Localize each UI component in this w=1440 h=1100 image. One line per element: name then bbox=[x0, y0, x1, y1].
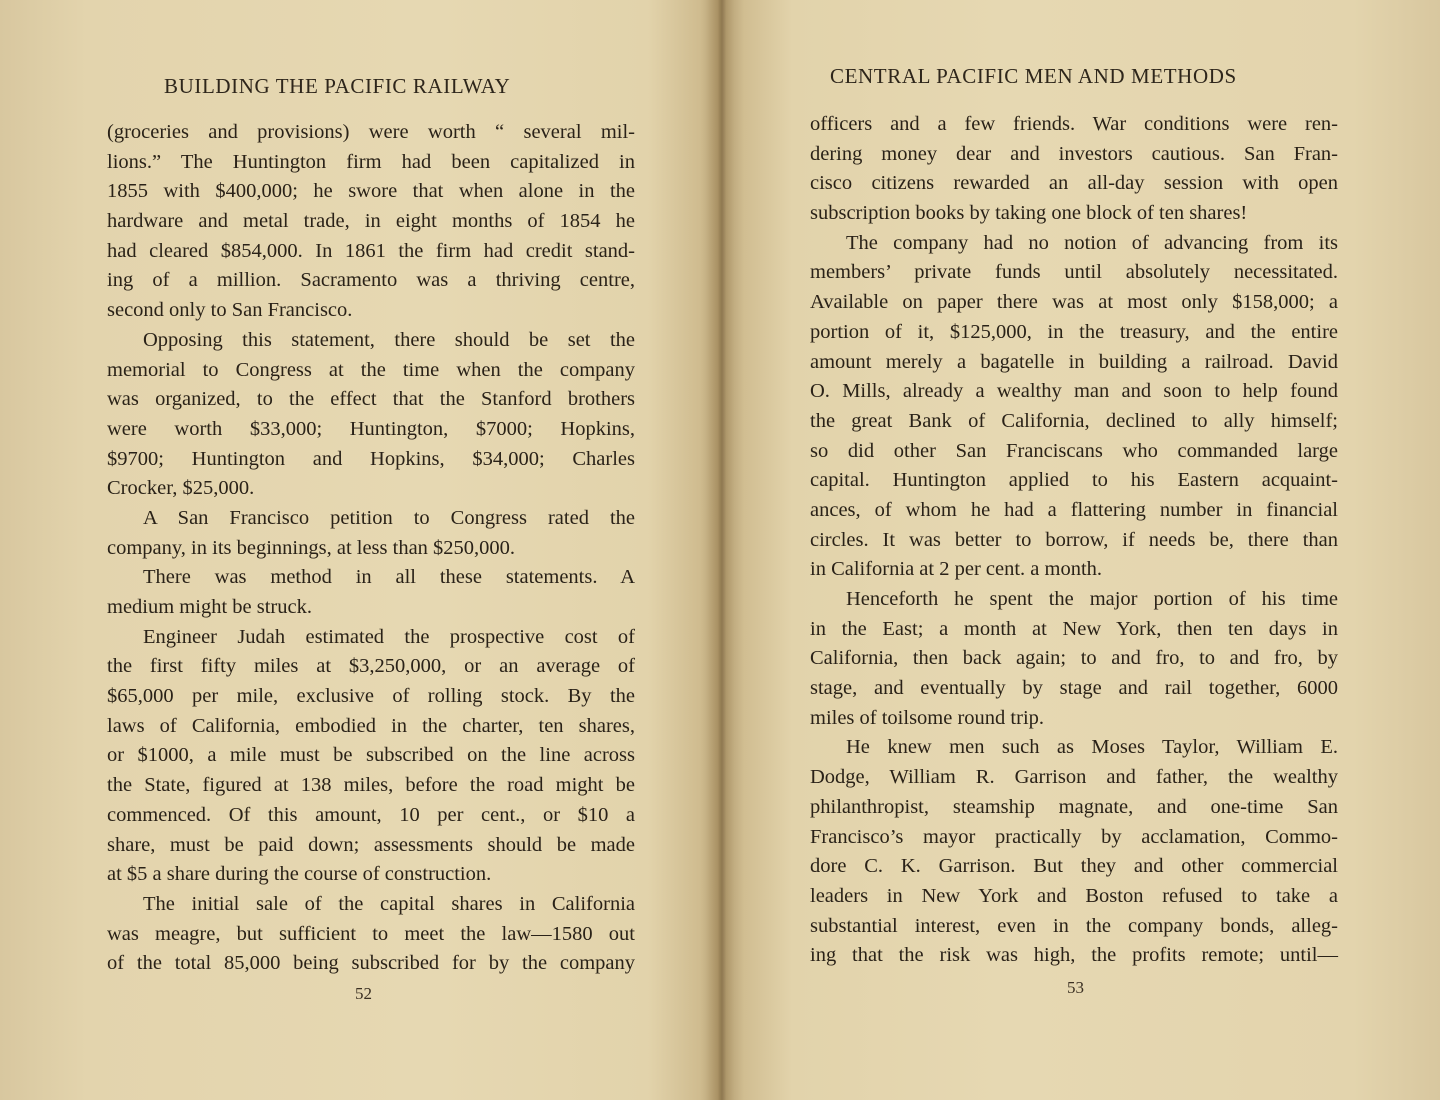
right-text-block bbox=[810, 110, 1338, 971]
text-line: members’ private funds until absolutely necessitated. bbox=[810, 261, 1338, 284]
text-line: Available on paper there was at most only $158,000; a bbox=[810, 291, 1338, 314]
text-line: There was method in all these statements. A bbox=[143, 566, 635, 589]
text-line: commenced. Of this amount, 10 per cent., or $10 a bbox=[107, 803, 635, 826]
text-line: Henceforth he spent the major portion of his time bbox=[846, 588, 1338, 610]
paragraph bbox=[107, 890, 635, 979]
text-line: officers and a few friends. War conditions were ren- bbox=[810, 113, 1338, 135]
text-line: memorial to Congress at the time when the company bbox=[107, 358, 635, 381]
text-line: ances, of whom he had a flattering number in financial bbox=[810, 498, 1338, 521]
text-line: or $1000, a mile must be subscribed on the line across bbox=[107, 744, 635, 767]
paragraph bbox=[810, 110, 1338, 229]
right-page bbox=[722, 0, 1440, 1100]
text-line: leaders in New York and Boston refused to take a bbox=[810, 884, 1338, 907]
paragraph bbox=[810, 229, 1338, 585]
text-line: lions.” The Huntington firm had been capitalized in bbox=[107, 150, 635, 173]
left-page-number: 52 bbox=[355, 984, 372, 1003]
text-line: dore C. K. Garrison. But they and other commercial bbox=[810, 855, 1338, 878]
text-line: He knew men such as Moses Taylor, William E. bbox=[846, 736, 1338, 759]
text-line: portion of it, $125,000, in the treasury, and the entire bbox=[810, 320, 1338, 343]
text-line: The initial sale of the capital shares in California bbox=[143, 892, 635, 915]
right-running-head: CENTRAL PACIFIC MEN AND METHODS bbox=[830, 64, 1237, 88]
paragraph bbox=[107, 563, 635, 622]
text-line: the great Bank of California, declined to ally himself; bbox=[810, 409, 1338, 432]
text-line: were worth $33,000; Huntington, $7000; Hopkins, bbox=[107, 417, 635, 440]
paragraph bbox=[810, 585, 1338, 733]
text-line: Crocker, $25,000. bbox=[107, 477, 255, 500]
text-line: O. Mills, already a wealthy man and soon to help found bbox=[810, 380, 1338, 403]
text-line: The company had no notion of advancing from its bbox=[846, 231, 1338, 254]
paragraph bbox=[107, 118, 635, 326]
text-line: Francisco’s mayor practically by acclamation, Commo- bbox=[810, 825, 1338, 848]
text-line: hardware and metal trade, in eight months of 1854 he bbox=[107, 210, 635, 233]
text-line: dering money dear and investors cautious. San Fran- bbox=[810, 142, 1338, 165]
text-line: miles of toilsome round trip. bbox=[810, 706, 1045, 729]
text-line: Dodge, William R. Garrison and father, the wealthy bbox=[810, 766, 1338, 789]
text-line: subscription books by taking one block of ten shares! bbox=[810, 202, 1248, 225]
text-line: in the East; a month at New York, then ten days in bbox=[810, 617, 1338, 640]
text-line: (groceries and provisions) were worth “ several mil- bbox=[107, 121, 635, 143]
left-running-head: BUILDING THE PACIFIC RAILWAY bbox=[164, 74, 511, 98]
paragraph bbox=[107, 504, 635, 563]
paragraph bbox=[107, 326, 635, 504]
text-line: was organized, to the effect that the Stanford brothers bbox=[107, 388, 635, 411]
paragraph bbox=[107, 623, 635, 890]
right-page-number: 53 bbox=[1067, 978, 1084, 997]
text-line: ing of a million. Sacramento was a thriving centre, bbox=[107, 269, 635, 292]
text-line: 1855 with $400,000; he swore that when alone in the bbox=[107, 180, 635, 203]
text-line: Opposing this statement, there should be set the bbox=[143, 328, 635, 351]
text-line: capital. Huntington applied to his Eastern acquaint- bbox=[810, 469, 1338, 492]
text-line: company, in its beginnings, at less than $250,000. bbox=[107, 536, 516, 559]
text-line: share, must be paid down; assessments should be made bbox=[107, 833, 635, 856]
text-line: philanthropist, steamship magnate, and one-time San bbox=[810, 795, 1338, 818]
text-line: second only to San Francisco. bbox=[107, 299, 353, 322]
text-line: substantial interest, even in the company bonds, alleg- bbox=[810, 914, 1338, 937]
text-line: stage, and eventually by stage and rail together, 6000 bbox=[810, 677, 1338, 700]
text-line: cisco citizens rewarded an all-day session with open bbox=[810, 172, 1338, 195]
text-line: in California at 2 per cent. a month. bbox=[810, 558, 1103, 581]
text-line: the State, figured at 138 miles, before the road might be bbox=[107, 774, 635, 797]
text-line: $65,000 per mile, exclusive of rolling stock. By the bbox=[107, 685, 635, 708]
text-line: of the total 85,000 being subscribed for by the company bbox=[107, 952, 635, 975]
text-line: A San Francisco petition to Congress rated the bbox=[143, 506, 635, 529]
text-line: Engineer Judah estimated the prospective cost of bbox=[143, 625, 635, 648]
text-line: medium might be struck. bbox=[107, 596, 312, 618]
text-line: circles. It was better to borrow, if needs be, there than bbox=[810, 528, 1338, 551]
text-line: had cleared $854,000. In 1861 the firm had credit stand- bbox=[107, 239, 635, 262]
text-line: at $5 a share during the course of construction. bbox=[107, 863, 492, 886]
text-line: $9700; Huntington and Hopkins, $34,000; Charles bbox=[107, 447, 635, 470]
text-line: amount merely a bagatelle in building a railroad. David bbox=[810, 350, 1338, 373]
paragraph bbox=[810, 733, 1338, 971]
text-line: was meagre, but sufficient to meet the law—1580 out bbox=[107, 922, 635, 945]
text-line: California, then back again; to and fro, to and fro, by bbox=[810, 647, 1338, 670]
text-line: so did other San Franciscans who commanded large bbox=[810, 439, 1338, 462]
left-text-block bbox=[107, 118, 635, 979]
text-line: the first fifty miles at $3,250,000, or an average of bbox=[107, 655, 635, 678]
text-line: ing that the risk was high, the profits remote; until— bbox=[810, 944, 1338, 967]
text-line: laws of California, embodied in the charter, ten shares, bbox=[107, 714, 635, 737]
